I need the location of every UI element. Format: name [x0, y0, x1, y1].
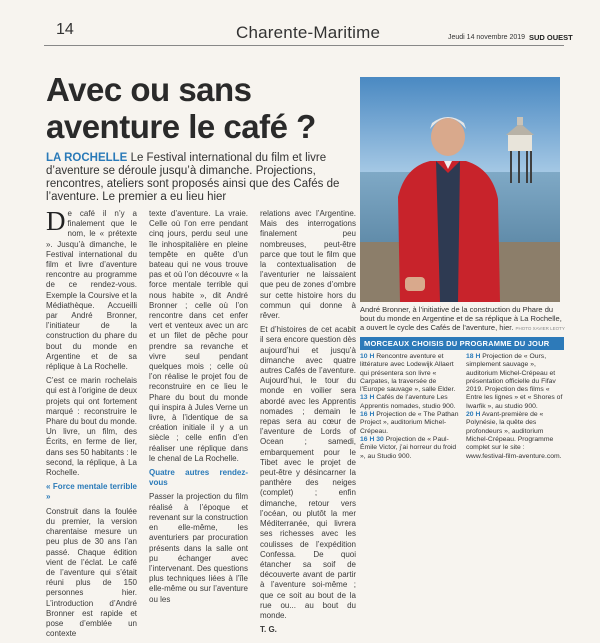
author-signature: T. G.	[260, 625, 277, 635]
body-paragraph: Passer la projection du film réalisé à l’époque et revenant sur la construction en elle-même, les aventuriers par procuration présents dans la salle ont pu échanger avec l’intervenant. Des questions plus techniques liées à l’île elle-même ou sur l’aventure ou les	[149, 492, 248, 604]
program-item	[466, 353, 566, 411]
program-text: Projection de « Paul-Émile Victor, j’ai horreur du froid », au Studio 900.	[360, 435, 457, 460]
photo-caption	[360, 305, 565, 333]
article-headline: Avec ou sans aventure le café ?	[46, 71, 316, 145]
caption-text: André Bronner, à l’initiative de la construction du Phare du bout du monde en Argentine et de sa réplique à La Rochelle, a ouvert le cycle des Cafés de l’aventure, hier.	[360, 305, 562, 332]
program-text: Projection de « The Pathan Project », auditorium Michel-Crépeau.	[360, 411, 459, 435]
body-paragraph: Construit dans la foulée du premier, la version charentaise mesure un peu plus de 30 ans l’an passé. Chaque édition vient de l’éclat. Le café de l’aventure qui s’était réuni plus de 150 personnes hier. L’introduction d’André Bronner est rapide et pose d’emblée un contexte	[46, 506, 137, 639]
program-box-title: MORCEAUX CHOISIS DU PROGRAMME DU JOUR	[360, 337, 564, 350]
drop-cap: D	[46, 206, 66, 236]
program-time: 20 H	[466, 411, 481, 419]
program-time: 16 H	[360, 411, 375, 419]
program-item	[360, 411, 462, 436]
body-column-3	[260, 209, 356, 639]
subheading: Quatre autres rendez-vous	[149, 468, 248, 488]
body-paragraph: C’est ce marin rochelais qui est à l’origine de deux projets qui ont fortement marqué : reconstruire le Phare du bout du monde. Un livre, un film, des Écrits, en ferme de lier, dans ses 50 habitants : le second, la réplique, à La Rochelle.	[46, 376, 137, 478]
newspaper-brand: SUD OUEST	[529, 33, 573, 42]
program-item	[360, 394, 462, 411]
body-column-1	[46, 206, 137, 643]
program-item	[360, 436, 462, 461]
header-divider	[44, 45, 564, 46]
subheading: « Force mentale terrible »	[46, 482, 137, 502]
photo-illustration	[360, 77, 560, 302]
section-name: Charente-Maritime	[236, 23, 381, 42]
deck-text: Le Festival international du film et livre d’aventure se déroule jusqu’à dimanche. Projections, rencontres, ateliers sont proposés ainsi que des Cafés de l’aventure. Le premier a eu lieu hier	[46, 152, 340, 203]
body-paragraph: texte d’aventure. La vraie. Celle où l’on erre pendant cinq jours, perdu seul une île inhospitalière en pleine tempête en quête d’un bateau qui ne vous trouve pas et où l’on découvre « la force mentale terrible qui nous habite », dit André Bronner ; celle où l’on rencontre dans cet enfer vert et venteux avec un arc et un filet de pêche pour prendre sa revanche et vivre seul pendant quelques mois ; celle où l’on réalise le projet fou de reconstruire en ce lieu le Phare du bout du monde qui inspira à Jules Verne un livre, à l’identique de sa création initiale il y a un siècle ; celle enfin d’en réaliser une réplique dans le chenal de La Rochelle.	[149, 209, 248, 463]
deck-place: LA ROCHELLE	[46, 152, 128, 164]
article-photo	[360, 77, 560, 302]
program-time: 13 H	[360, 394, 375, 402]
program-time: 10 H	[360, 353, 375, 360]
program-text: Cafés de l’aventure Les Apprentis nomades, studio 900.	[360, 394, 456, 410]
program-text: Rencontre aventure et littérature avec Lodewijk Allaert qui présentera son livre « Carpates, la traversée de l’Europe sauvage », salle Elder.	[360, 353, 456, 394]
program-column-1	[360, 353, 462, 461]
program-column-2	[466, 353, 566, 461]
body-column-2	[149, 209, 248, 609]
program-time: 16 H 30	[360, 435, 384, 443]
program-text: Avant-première de « Polynésie, la quête des profondeurs », auditorium Michel-Crépeau. Programme complet sur le site : www.festival-film-aventure.com.	[466, 411, 562, 460]
page-number: 14	[56, 21, 74, 38]
body-paragraph	[46, 206, 137, 372]
publication-date: Jeudi 14 novembre 2019	[448, 34, 526, 41]
photo-credit: PHOTO XAVIER LEOTY	[515, 326, 565, 331]
program-item	[466, 411, 566, 461]
article-deck	[46, 152, 362, 204]
paragraph-text: e café il n’y a finalement que le nom, le « prétexte ». Jusqu’à dimanche, le Festival international du film et livre d’aventure rencontre au programme de ce rendez-vous. Exemple la Coursive et la Médiathèque. Accueilli par André Bronner, l’initiateur de la construction du phare du bout du monde en Argentine et de sa réplique à La Rochelle.	[46, 209, 137, 372]
program-text: Projection de « Ours, simplement sauvage », auditorium Michel-Crépeau et présentation officielle du Fifav 2019. Projection des films « Entre les lignes » et « Shores of Iwarfik », au studio 900.	[466, 353, 563, 410]
body-paragraph: Et d’histoires de cet acabit il sera encore question dès aujourd’hui et jusqu’à dimanche avec quatre autres Cafés de l’aventure. Aujourd’hui, le tour du monde en voilier sera abordé avec les Apprentis nomades ; demain le repas sera au cœur de l’aventure de Lords of Ocean ; samedi, embarquement pour le Tibet avec le projet de peut-être y désincarner la panthère des neiges (complet) ; enfin dimanche, retour vers l’océan, ou plutôt la mer Méditerranée, qui livrera ses richesses avec les coulisses de l’expédition Confessa. De quoi étancher sa soif de découverte avant de partir à l’aventure soi-même ; que ce soit au bout de la rue ou... au bout du monde.	[260, 325, 356, 620]
body-paragraph: relations avec l’Argentine. Mais des interrogations finalement peu nombreuses, peut-être parce que tout le film que la contextualisation de l’aventurier ne laissaient que peu de zones d’ombre sur cette histoire hors du commun qui donne à rêver.	[260, 209, 356, 321]
program-item	[360, 353, 462, 394]
program-time: 18 H	[466, 353, 481, 360]
